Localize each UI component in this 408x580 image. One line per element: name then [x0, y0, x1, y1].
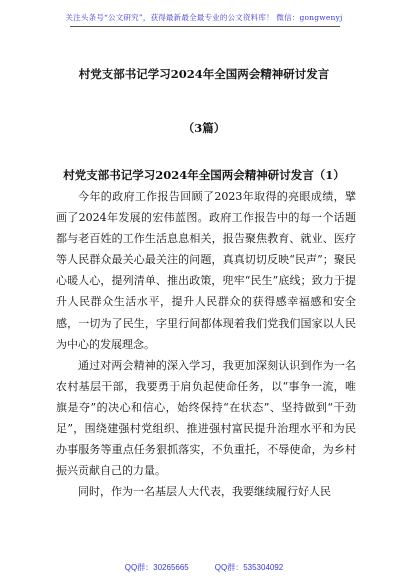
- footer-qq-group-2: QQ群：535304092: [214, 563, 284, 572]
- header-divider: [70, 26, 340, 27]
- paragraph: 通过对两会精神的深入学习，我更加深刻认识到作为一名农村基层干部，我要勇于肩负起使命任务，以“事争一流，唯旗是夺”的决心和信心，始终保持“在状态”、坚持做到“干劲足”，围绕建强村党组织、推进强村富民提升治理水平和为民办事服务等重点任务狠抓落实，不负重托，不辱使命，为乡村振兴贡献自己的力量。: [56, 358, 356, 478]
- header-note: 关注头条号“公文研究”，获得最新最全最专业的公文资料库！ 微信：gongwenyj: [65, 13, 343, 22]
- paragraph: 同时，作为一名基层人大代表，我要继续履行好人民: [78, 485, 331, 499]
- paragraph: 今年的政府工作报告回顾了2023年取得的亮眼成绩，擘画了2024年发展的宏伟蓝图。政府工作报告中的每一个话题都与老百姓的工作生活息息相关，报告聚焦教育、就业、医疗等人民群众最关心最关注的问题，真真切切反映“民声”；聚民心暖人心，提列清单、推出政策，兜牢“民生”底线；致力于提升人民群众生活水平，提升人民群众的获得感幸福感和安全感，一切为了民生，字里行间都体现着我们党我们国家以人民为中心的发展理念。: [56, 190, 356, 351]
- footer: [0, 562, 408, 573]
- document-count: （3篇）: [182, 121, 226, 135]
- section-title: 村党支部书记学习2024年全国两会精神研讨发言（1）: [63, 168, 345, 182]
- document-title: 村党支部书记学习2024年全国两会精神研讨发言: [78, 67, 330, 81]
- body-text: [56, 186, 356, 502]
- footer-qq-group-1: QQ群：30265665: [124, 563, 189, 572]
